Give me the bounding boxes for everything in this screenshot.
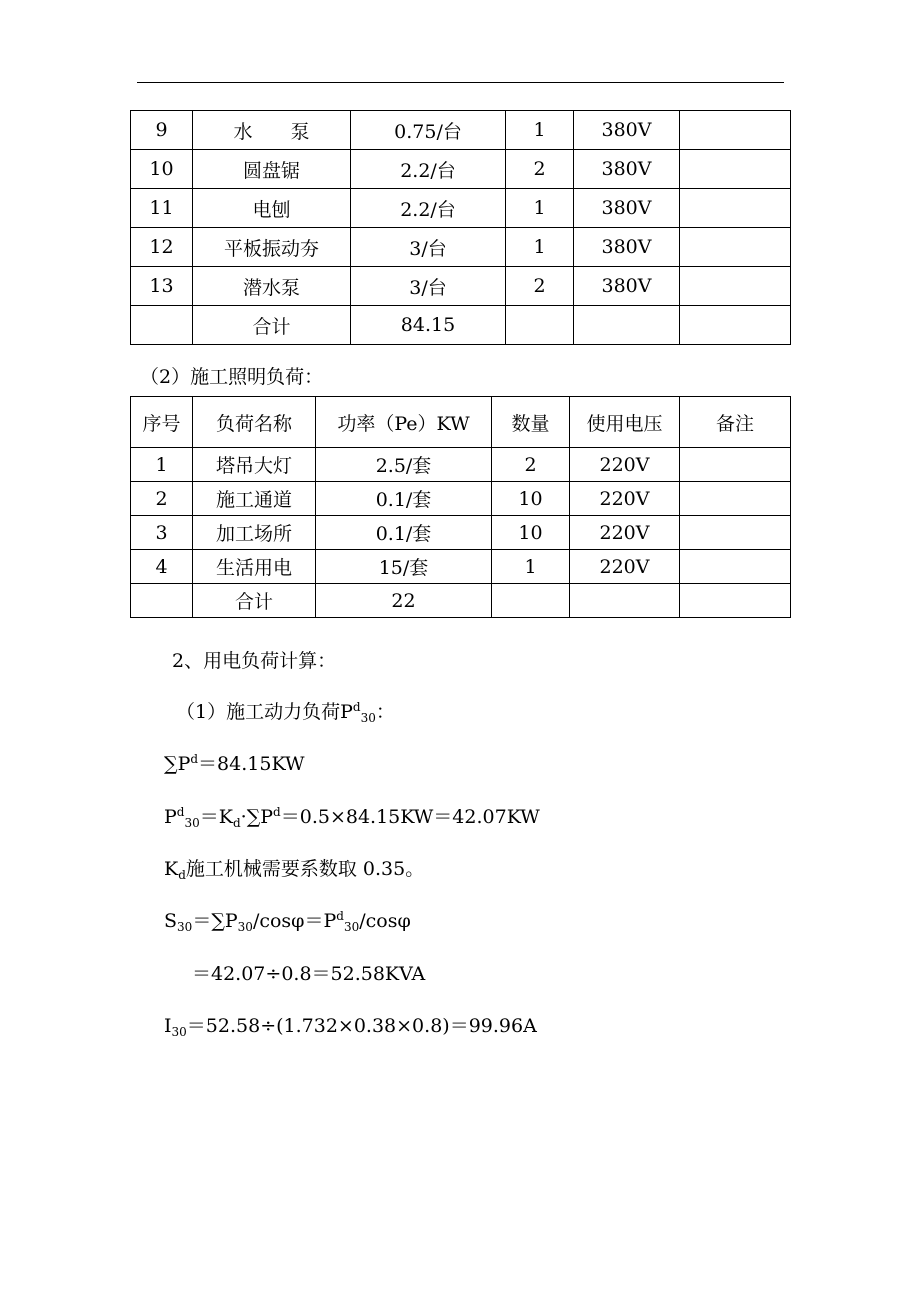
table-cell: 3 — [131, 516, 193, 550]
table-cell — [680, 584, 791, 618]
table-cell — [680, 516, 791, 550]
table-cell — [680, 228, 791, 267]
table-cell: 220V — [570, 550, 680, 584]
table-cell — [680, 550, 791, 584]
table-cell: 220V — [570, 516, 680, 550]
formula-sum-pd: $\sum P^d=84.15KW$ — [164, 752, 305, 775]
table-cell — [680, 448, 791, 482]
table-cell: 84.15 — [351, 306, 506, 345]
table-cell: 平板振动夯 — [193, 228, 351, 267]
table-cell: 水 泵 — [193, 111, 351, 150]
formula-pd30: $P^d_{30}=K_d\cdot\sum P^d=0.5\times 84.15KW=42.07KW$ — [164, 805, 540, 830]
table-cell: 380V — [574, 111, 680, 150]
table-cell: 380V — [574, 150, 680, 189]
table-cell — [680, 306, 791, 345]
table-cell: 220V — [570, 448, 680, 482]
table-row — [131, 267, 791, 306]
table-cell: 加工场所 — [193, 516, 316, 550]
calc-subtitle: （1）施工动力负荷$P^d_{30}$： — [176, 700, 395, 725]
table-cell — [680, 150, 791, 189]
table-cell — [680, 189, 791, 228]
table-cell: 9 — [131, 111, 193, 150]
table-cell — [131, 584, 193, 618]
header-cell: 数量 — [492, 397, 570, 448]
header-cell: 功率（Pe）KW — [316, 397, 492, 448]
table-cell: 12 — [131, 228, 193, 267]
table-cell — [131, 306, 193, 345]
table-cell: 11 — [131, 189, 193, 228]
table-cell: 潜水泵 — [193, 267, 351, 306]
table-row — [131, 584, 791, 618]
table-cell — [680, 482, 791, 516]
table-row — [131, 482, 791, 516]
table-cell: 2.5/套 — [316, 448, 492, 482]
table-cell — [680, 267, 791, 306]
table-cell: 3/台 — [351, 267, 506, 306]
table-cell: 2.2/台 — [351, 189, 506, 228]
table-cell: 10 — [131, 150, 193, 189]
table-cell: 10 — [492, 482, 570, 516]
table-cell: 2.2/台 — [351, 150, 506, 189]
table-cell: 380V — [574, 267, 680, 306]
table-row — [131, 306, 791, 345]
table-cell: 10 — [492, 516, 570, 550]
table-cell: 0.75/台 — [351, 111, 506, 150]
table-row — [131, 550, 791, 584]
table-cell: 1 — [131, 448, 193, 482]
table-cell: 施工通道 — [193, 482, 316, 516]
table-cell: 生活用电 — [193, 550, 316, 584]
table-cell: 380V — [574, 228, 680, 267]
header-cell: 备注 — [680, 397, 791, 448]
table-row — [131, 189, 791, 228]
table-cell: 4 — [131, 550, 193, 584]
table-cell: 2 — [506, 267, 574, 306]
table-cell: 合计 — [193, 584, 316, 618]
header-cell: 使用电压 — [570, 397, 680, 448]
table-row — [131, 228, 791, 267]
table-cell: 22 — [316, 584, 492, 618]
table-cell: 1 — [506, 189, 574, 228]
table-cell: 电刨 — [193, 189, 351, 228]
formula-kd-note: $K_d$施工机械需要系数取 0.35。 — [164, 858, 425, 882]
table-cell: 380V — [574, 189, 680, 228]
table-cell: 2 — [492, 448, 570, 482]
formula-s30-result: ＝42.07÷0.8＝52.58KVA — [192, 963, 426, 985]
lighting-load-table — [130, 396, 791, 618]
table-cell: 1 — [506, 111, 574, 150]
table-cell — [492, 584, 570, 618]
table-cell: 2 — [506, 150, 574, 189]
header-cell: 负荷名称 — [193, 397, 316, 448]
table-row — [131, 448, 791, 482]
table-cell — [506, 306, 574, 345]
table-cell: 13 — [131, 267, 193, 306]
table-cell: 2 — [131, 482, 193, 516]
table-cell: 1 — [492, 550, 570, 584]
table-cell: 3/台 — [351, 228, 506, 267]
formula-i30: $I_{30}=52.58\div(1.732\times 0.38\times 0.8)=99.96A$ — [164, 1015, 537, 1039]
header-rule — [137, 82, 784, 83]
table-cell — [574, 306, 680, 345]
power-load-table — [130, 110, 791, 345]
lighting-section-title: （2）施工照明负荷： — [140, 366, 324, 388]
table-row — [131, 150, 791, 189]
table-cell: 1 — [506, 228, 574, 267]
table-row — [131, 516, 791, 550]
formula-s30: $S_{30}=\sum P_{30}/\cos\varphi=P^d_{30}$/cosφ — [164, 909, 411, 934]
table-cell: 15/套 — [316, 550, 492, 584]
table-cell: 塔吊大灯 — [193, 448, 316, 482]
table-cell: 合计 — [193, 306, 351, 345]
header-cell: 序号 — [131, 397, 193, 448]
table-header-row — [131, 397, 791, 448]
table-cell — [570, 584, 680, 618]
calc-section-title: 2、用电负荷计算： — [172, 650, 337, 672]
table-row — [131, 111, 791, 150]
table-cell: 220V — [570, 482, 680, 516]
table-cell: 圆盘锯 — [193, 150, 351, 189]
table-cell: 0.1/套 — [316, 516, 492, 550]
table-cell: 0.1/套 — [316, 482, 492, 516]
table-cell — [680, 111, 791, 150]
